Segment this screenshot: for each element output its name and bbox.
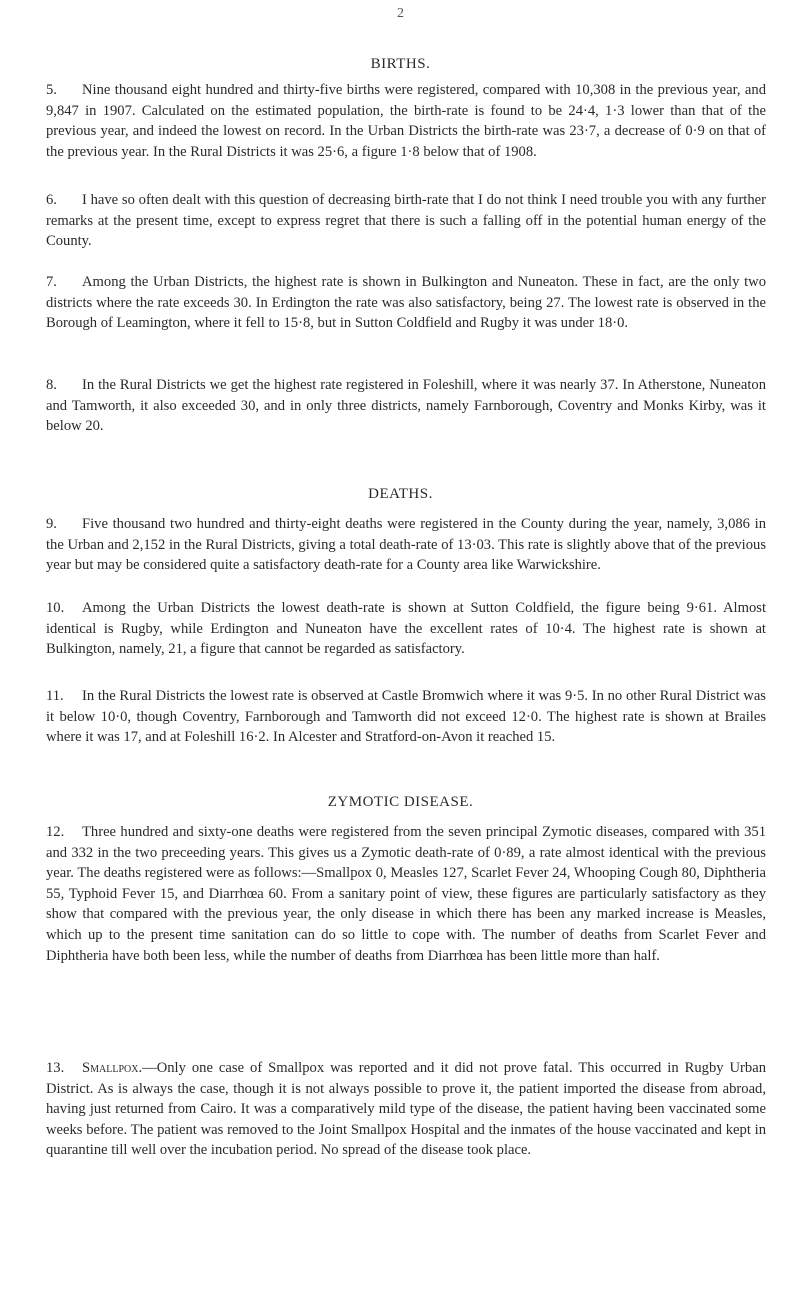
paragraph-13 xyxy=(46,1058,766,1161)
paragraph-number: 13. xyxy=(46,1060,65,1076)
page-number: 2 xyxy=(397,6,404,21)
paragraph-11 xyxy=(46,686,766,748)
section-heading-births: BIRTHS. xyxy=(370,56,431,72)
paragraph-7 xyxy=(46,272,766,334)
paragraph-number: 8. xyxy=(46,377,57,393)
paragraph-number: 7. xyxy=(46,274,57,290)
paragraph-text: Among the Urban Districts the lowest death-rate is shown at Sutton Coldfield, the figure being 9·61. Almost identical is Rugby, while Erdington and Nuneaton have the excellent rates of 10·4. The highest rate is shown at Bulkington, namely, 21, a figure that cannot be regarded as satisfactory. xyxy=(46,600,766,658)
paragraph-text: In the Rural Districts we get the highest rate registered in Foleshill, where it was nearly 37. In Atherstone, Nuneaton and Tamworth, it also exceeded 30, and in only three districts, namely Farnborough, Coventry and Monks Kirby, was it below 20. xyxy=(46,377,766,435)
section-heading-deaths: DEATHS. xyxy=(368,486,433,502)
paragraph-number: 6. xyxy=(46,192,57,208)
paragraph-text: In the Rural Districts the lowest rate is observed at Castle Bromwich where it was 9·5. In no other Rural District was it below 10·0, though Coventry, Farnborough and Tamworth did not exceed 12·0. The highest rate is shown at Brailes where it was 17, and at Foleshill 16·2. In Alcester and Stratford-on-Avon it reached 15. xyxy=(46,688,766,746)
paragraph-text: Among the Urban Districts, the highest rate is shown in Bulkington and Nuneaton. These in fact, are the only two districts where the rate exceeds 30. In Erdington the rate was also satisfactory, being 27. The lowest rate is observed in the Borough of Leamington, where it fell to 15·8, but in Sutton Coldfield and Rugby it was under 18·0. xyxy=(46,274,766,332)
section-heading-zymotic-disease: ZYMOTIC DISEASE. xyxy=(327,794,474,810)
paragraph-6 xyxy=(46,190,766,252)
paragraph-number: 11. xyxy=(46,688,64,704)
paragraph-text: —Only one case of Smallpox was reported and it did not prove fatal. This occurred in Rugby Urban District. As is always the case, though it is not always possible to prove it, the patient imported the disease from abroad, having just returned from Cairo. It was a comparatively mild type of the disease, the patient having been vaccinated some weeks before. The patient was removed to the Joint Smallpox Hospital and the inmates of the house vaccinated and kept in quarantine till well over the incubation period. No spread of the disease took place. xyxy=(46,1060,766,1159)
paragraph-text: Nine thousand eight hundred and thirty-five births were registered, compared with 10,308 in the previous year, and 9,847 in 1907. Calculated on the estimated population, the birth-rate is found to be 24·4, 1·3 lower than that of the previous year, and indeed the lowest on record. In the Urban Districts the birth-rate was 23·7, a decrease of 0·9 on that of the previous year. In the Rural Districts it was 25·6, a figure 1·8 below that of 1908. xyxy=(46,82,766,160)
paragraph-text: Five thousand two hundred and thirty-eight deaths were registered in the County during the year, namely, 3,086 in the Urban and 2,152 in the Rural Districts, giving a total death-rate of 13·03. This rate is slightly above that of the previous year but may be considered quite a satisfactory death-rate for a County area like Warwickshire. xyxy=(46,516,766,574)
paragraph-8 xyxy=(46,375,766,437)
paragraph-text: I have so often dealt with this question of decreasing birth-rate that I do not think I need trouble you with any further remarks at the present time, except to express regret that there is such a falling off in the potential human energy of the County. xyxy=(46,192,766,250)
paragraph-12 xyxy=(46,822,766,966)
paragraph-number: 5. xyxy=(46,82,57,98)
paragraph-text: Three hundred and sixty-one deaths were registered from the seven principal Zymotic diseases, compared with 351 and 332 in the two preceeding years. This gives us a Zymotic death-rate of 0·89, a rate almost identical with the previous year. The deaths registered were as follows:—Smallpox 0, Measles 127, Scarlet Fever 24, Whooping Cough 80, Diphtheria 55, Typhoid Fever 15, and Diarrhœa 60. From a sanitary point of view, these figures are particularly satisfactory as they show that compared with the previous year, the only disease in which there has been any marked increase is Measles, which up to the present time sanitation can do so little to cope with. The number of deaths from Scarlet Fever and Diphtheria have both been less, while the number of deaths from Diarrhœa has been little more than half. xyxy=(46,824,766,964)
paragraph-10 xyxy=(46,598,766,660)
paragraph-lead-smallpox: Smallpox. xyxy=(82,1060,143,1076)
paragraph-number: 9. xyxy=(46,516,57,532)
paragraph-number: 12. xyxy=(46,824,65,840)
paragraph-9 xyxy=(46,514,766,576)
paragraph-5 xyxy=(46,80,766,162)
paragraph-number: 10. xyxy=(46,600,65,616)
